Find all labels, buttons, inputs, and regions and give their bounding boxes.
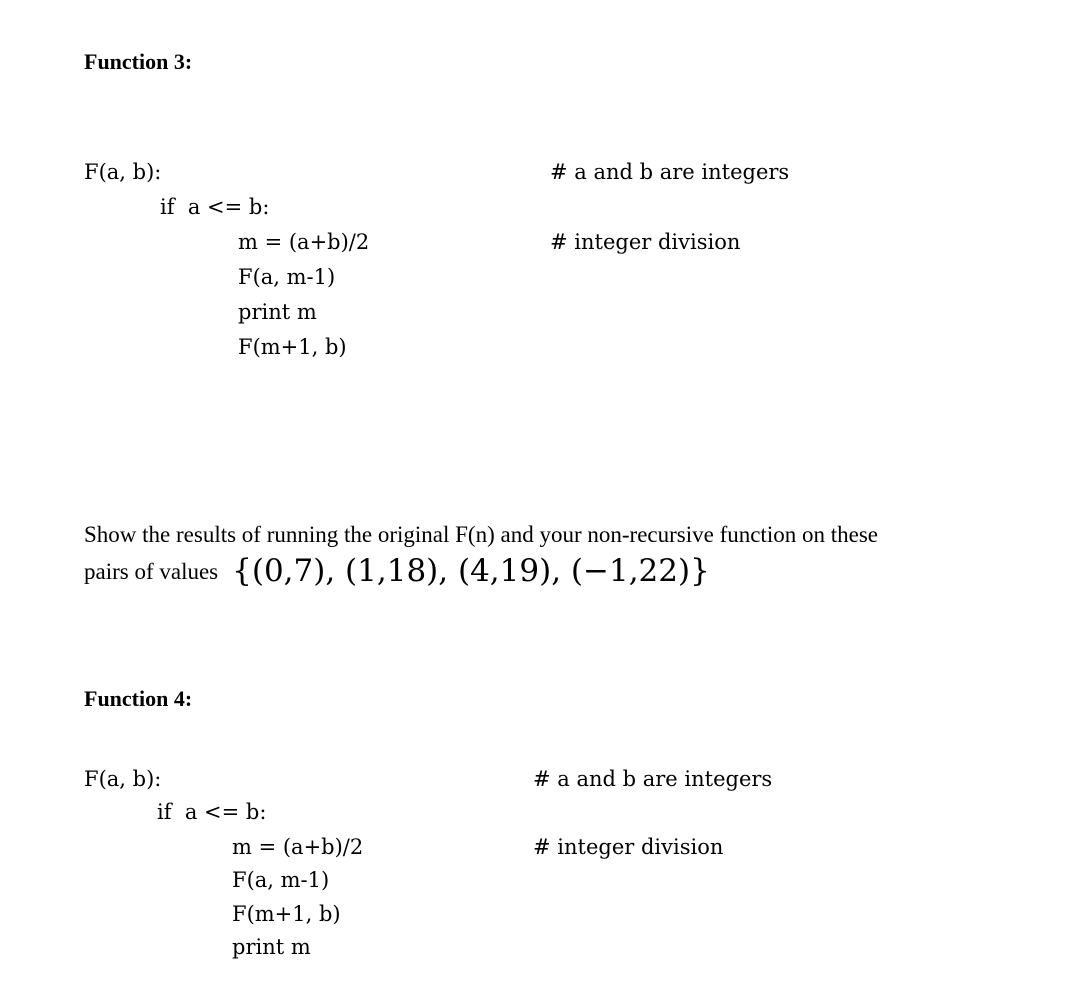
- function-4-signature-comment: # a and b are integers: [533, 767, 773, 791]
- function-3-body-line: F(m+1, b): [238, 335, 347, 359]
- function-4-assign-line: m = (a+b)/2: [232, 835, 364, 859]
- function-3-body-line: print m: [238, 300, 317, 324]
- instructions-line-1: Show the results of running the original F(n) and your non-recursive function on these: [84, 522, 878, 547]
- function-4-body-line: F(m+1, b): [232, 902, 341, 926]
- function-3-assign-line: m = (a+b)/2: [238, 230, 370, 254]
- function-4-signature: F(a, b):: [84, 767, 162, 791]
- function-4-body-line: F(a, m-1): [232, 868, 330, 892]
- function-4-if-line: if a <= b:: [157, 800, 267, 824]
- function-4-division-comment: # integer division: [533, 835, 724, 859]
- function-4-heading: Function 4:: [84, 686, 193, 711]
- function-3-signature: F(a, b):: [84, 160, 162, 184]
- function-3-signature-comment: # a and b are integers: [550, 160, 790, 184]
- function-3-body-line: F(a, m-1): [238, 265, 336, 289]
- function-3-if-line: if a <= b:: [160, 195, 270, 219]
- instructions-line-2: [84, 553, 710, 589]
- function-3-heading: Function 3:: [84, 49, 193, 74]
- instructions-text: pairs of values: [84, 559, 219, 584]
- value-pairs-set: {(0,7), (1,18), (4,19), (−1,22)}: [232, 553, 710, 589]
- function-3-division-comment: # integer division: [550, 230, 741, 254]
- function-4-body-line: print m: [232, 935, 311, 959]
